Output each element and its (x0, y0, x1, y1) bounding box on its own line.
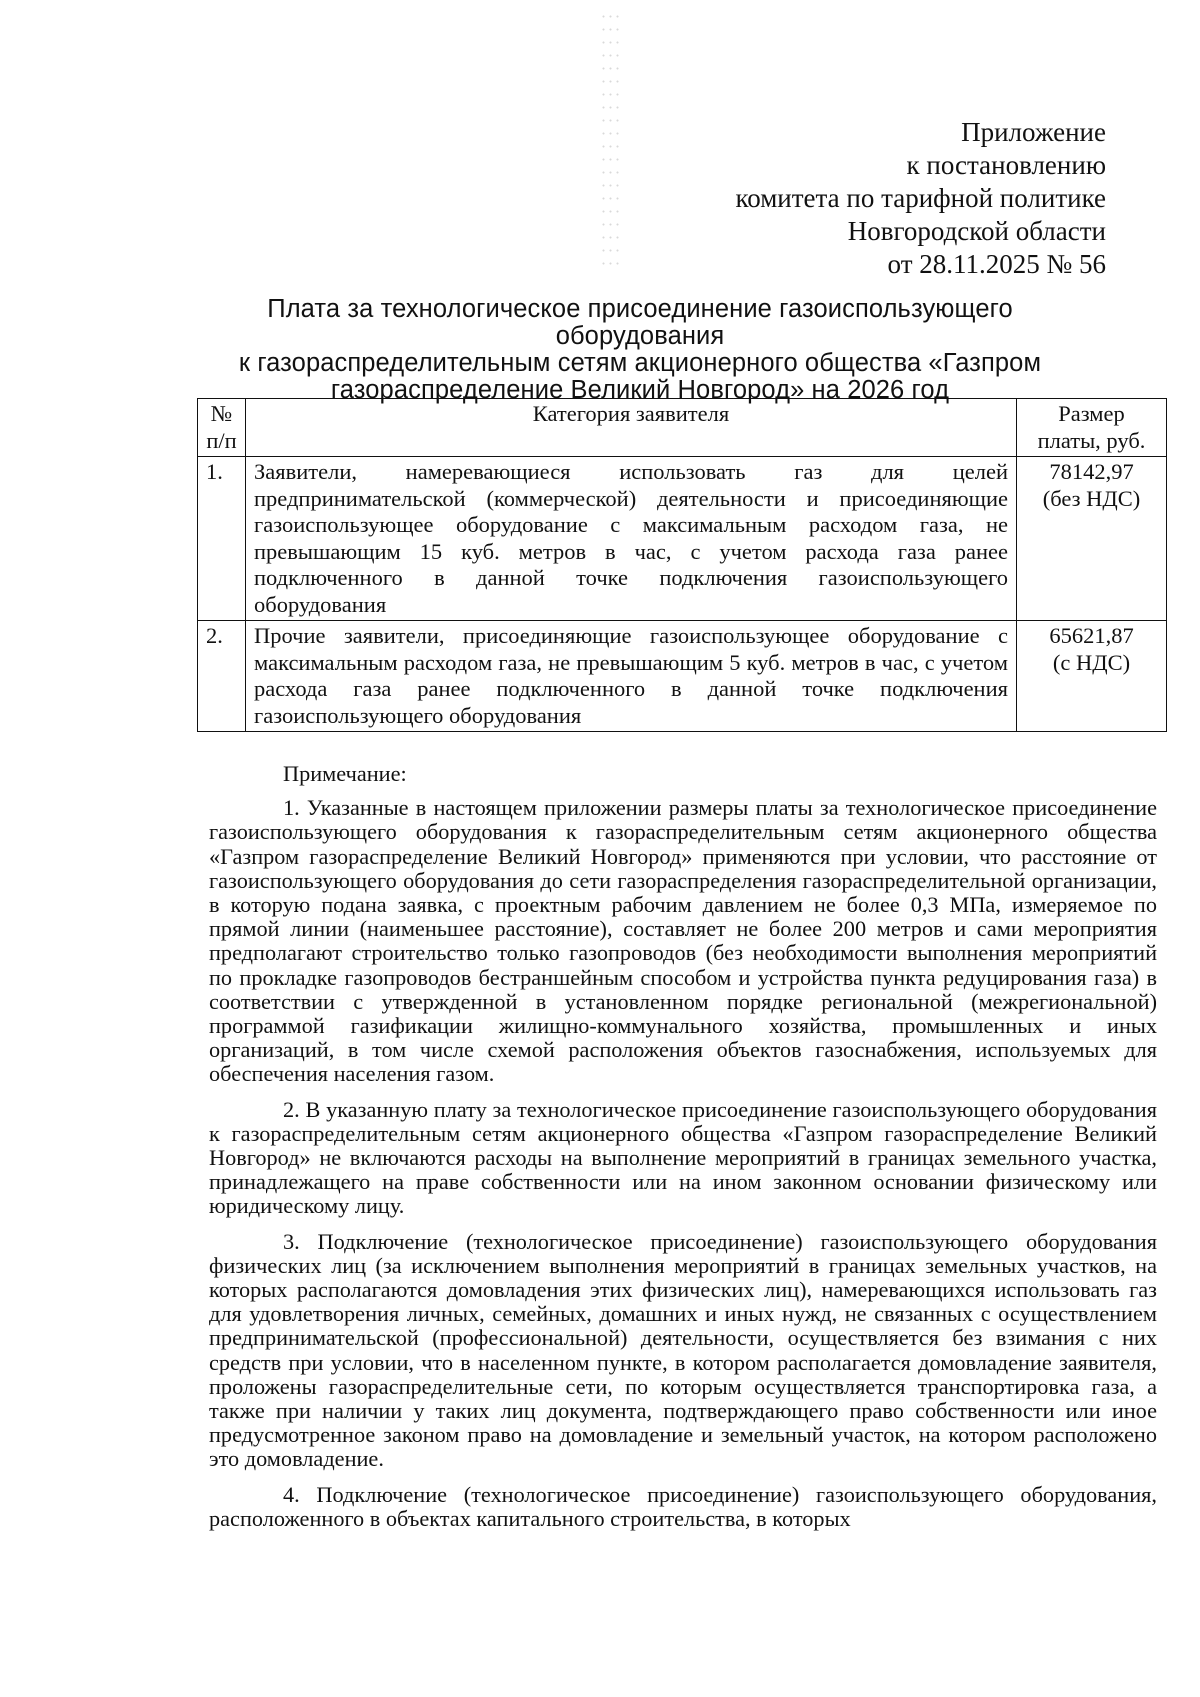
appendix-line: к постановлению (906, 150, 1106, 180)
header-price-line1: Размер (1058, 401, 1125, 426)
notes-title: Примечание: (283, 761, 407, 786)
note-paragraph: 2. В указанную плату за технологическое присоединение газоиспользующего оборудования к газораспределительным сетям акционерного общества «Газпром газораспределение Великий Новгород» не включаются расходы на выполнение мероприятий в границах земельного участка, принадлежащего на праве собственности или на ином законном основании физическому или юридическому лицу. (209, 1096, 1157, 1219)
table-header-row (198, 399, 1167, 457)
appendix-header (735, 116, 1106, 281)
note-paragraph: 1. Указанные в настоящем приложении размеры платы за технологическое присоединение газоиспользующего оборудования к газораспределительным сетям акционерного общества «Газпром газораспределение Великий Новгород» применяются при условии, что расстояние от газоиспользующего оборудования до сети газораспределения газораспределительной организации, в которую подана заявка, с проектным рабочим давлением не более 0,3 МПа, измеряемое по прямой линии (наименьшее расстояние), составляет не более 200 метров и сами мероприятия предполагают строительство только газопроводов (без необходимости выполнения мероприятий по прокладке газопроводов бестраншейным способом и устройства пункта редуцирования газа) в соответствии с утвержденной в установленном порядке региональной (межрегиональной) программой газификации жилищно-коммунального хозяйства, промышленных и иных организаций, в том числе схемой расположения объектов газоснабжения, используемых для обеспечения населения газом. (209, 795, 1157, 1087)
note-paragraph: 4. Подключение (технологическое присоединение) газоиспользующего оборудования, расположенного в объектах капитального строительства, в которых (209, 1481, 1157, 1531)
row-number: 1. (198, 457, 246, 621)
price-value: 65621,87 (1049, 623, 1134, 648)
table-row (198, 621, 1167, 732)
price-vat: (с НДС) (1052, 649, 1131, 675)
row-category: Прочие заявители, присоединяющие газоиспользующее оборудование с максимальным расходом газа, не превышающим 5 куб. метров в час, с учетом расхода газа ранее подключенного в данной точке подключения газоиспользующего оборудования (246, 621, 1017, 732)
table-row (198, 457, 1167, 621)
header-price (1017, 399, 1167, 457)
title-line: Плата за технологическое присоединение газоиспользующего оборудования (267, 295, 1013, 350)
price-vat: (без НДС) (1042, 485, 1141, 511)
header-number-line1: № (210, 401, 233, 426)
scan-artifact (600, 10, 620, 270)
fee-table (197, 398, 1167, 732)
row-number: 2. (198, 621, 246, 732)
appendix-line: Приложение (961, 117, 1106, 147)
header-price-line2: платы, руб. (1037, 427, 1146, 453)
title-line: газораспределение Великий Новгород» на 2026 год (330, 376, 950, 404)
notes-section (209, 762, 1157, 1542)
row-category: Заявители, намеревающиеся использовать газ для целей предпринимательской (коммерческой) деятельности и присоединяющие газоиспользующее оборудование с максимальным расходом газа, не превышающим 15 куб. метров в час, с учетом расхода газа ранее подключенного в данной точке подключения газоиспользующего оборудования (246, 457, 1017, 621)
price-value: 78142,97 (1049, 459, 1134, 484)
row-price (1017, 621, 1167, 732)
row-price (1017, 457, 1167, 621)
appendix-line: комитета по тарифной политике (735, 183, 1106, 213)
header-number-line2: п/п (206, 427, 237, 453)
note-paragraph: 3. Подключение (технологическое присоединение) газоиспользующего оборудования физических лиц (за исключением выполнения мероприятий в границах земельных участков, на которых располагаются домовладения этих физических лиц), намеревающихся использовать газ для удовлетворения личных, семейных, домашних и иных нужд, не связанных с осуществлением предпринимательской (профессиональной) деятельности, осуществляется без взимания с них средств при условии, что в населенном пункте, в котором располагается домовладение заявителя, проложены газораспределительные сети, по которым осуществляется транспортировка газа, а также при наличии у таких лиц документа, подтверждающего право собственности или иное предусмотренное законом право на домовладение и земельный участок, на котором расположено это домовладение. (209, 1228, 1157, 1472)
document-title (190, 296, 1090, 404)
appendix-line: от 28.11.2025 № 56 (887, 249, 1106, 279)
header-category: Категория заявителя (246, 399, 1017, 457)
header-number (198, 399, 246, 457)
appendix-line: Новгородской области (847, 216, 1106, 246)
title-line: к газораспределительным сетям акционерного общества «Газпром (238, 349, 1042, 377)
